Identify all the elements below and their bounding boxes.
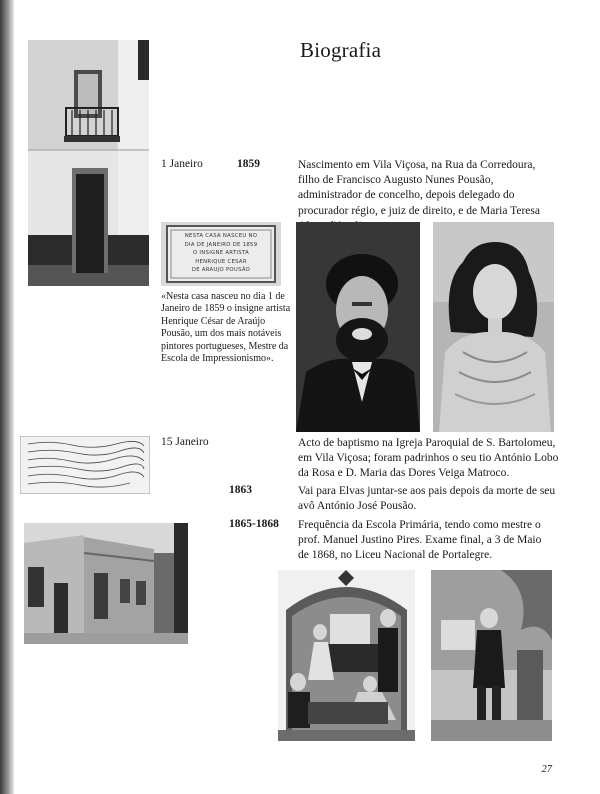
book-gutter-shadow bbox=[0, 0, 14, 794]
baptism-record-photo bbox=[20, 436, 150, 494]
entry-text: Vai para Elvas juntar-se aos pais depois da morte de seu avô António José Pousão. bbox=[298, 485, 556, 513]
entry-year: 1859 bbox=[237, 158, 260, 170]
plaque-line: O INSIGNE ARTISTA bbox=[192, 250, 250, 257]
entry-text: Acto de baptismo na Igreja Paroquial de S. Bartolomeu, em Vila Viçosa; foram padrinhos o seu tio António Lobo da Rosa e D. Maria das Dores Veiga Matroco. bbox=[298, 437, 559, 480]
birth-house-photo bbox=[28, 40, 149, 286]
mother-portrait-photo bbox=[433, 222, 554, 432]
street-photo bbox=[24, 523, 188, 644]
entry-year: 1865-1868 bbox=[229, 518, 279, 530]
plaque-line: DE ARAUJO POUSÃO bbox=[191, 267, 251, 274]
page-number: 27 bbox=[541, 764, 552, 775]
plaque-line: NESTA CASA NASCEU NO bbox=[184, 233, 258, 239]
plaque-inscription bbox=[175, 232, 267, 275]
entry-text: Nascimento em Vila Viçosa, na Rua da Corredoura, filho de Francisco Augusto Nunes Pousão, administrador de concelho, depois delegado do procurador régio, e juiz de direito, e de Maria Teresa bbox=[298, 159, 540, 217]
page-title: Biografia bbox=[300, 38, 382, 62]
plaque-caption: «Nesta casa nasceu no dia 1 de Janeiro de 1859 o insigne artista Henrique César de Araújo Pousão, um dos mais notáveis pintores portugueses, Mestre da Escola de Impressionismo». bbox=[161, 291, 291, 365]
boy-portrait-photo bbox=[431, 570, 552, 741]
entry-text: Frequência da Escola Primária, tendo como mestre o prof. Manuel Justino Pires. Exame final, a 3 de Maio de 1868, no Liceu Nacional de Portalegre. bbox=[298, 519, 542, 562]
children-group-photo bbox=[278, 570, 415, 741]
entry-day: 1 Janeiro bbox=[161, 158, 203, 170]
commemorative-plaque-photo bbox=[161, 222, 281, 286]
father-portrait-photo bbox=[296, 222, 420, 432]
entry-day: 15 Janeiro bbox=[161, 436, 209, 448]
plaque-line: DIA DE JANEIRO DE 1859 bbox=[184, 241, 258, 248]
plaque-line: HENRIQUE CESAR bbox=[195, 258, 247, 265]
entry-year: 1863 bbox=[229, 484, 252, 496]
